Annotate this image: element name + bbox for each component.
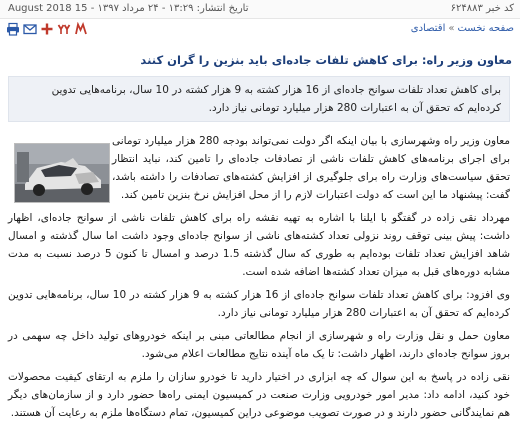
breadcrumb-separator: » [448, 23, 455, 34]
breadcrumb-home-link[interactable]: صفحه نخست [457, 23, 514, 34]
breadcrumb-section-link[interactable]: اقتصادی [410, 23, 446, 34]
publish-date: August 2018 15 - تاریخ انتشار: ۱۳:۲۹ - ۲۴ مرداد ۱۳۹۷ [8, 3, 249, 14]
article-toolbar [6, 22, 88, 36]
email-icon[interactable] [23, 22, 37, 36]
news-id: کد خبر ۶۲۴۸۸۳ [450, 3, 514, 14]
article-paragraph: نقی زاده در پاسخ به این سوال که چه ابزاری در اختیار دارید تا خودرو سازان را ملزم به ارتقای کیفیت محصولات خود کنید، ادامه داد: مدیر امور خودرویی وزارت صنعت در کمیسیون ایمنی راه‌ها حضور دارد و از سازمان‌های دیگر هم نمایندگانی حضور دارند و در صورت تصویب موضوعی دراین کمیسیون، تمام دستگاه‌ها ملزم به رعایت آن هستند. [8, 371, 510, 419]
article-paragraph: معاون وزیر راه وشهرسازی با بیان اینکه اگر دولت نمی‌تواند بودجه 280 هزار میلیارد تومانی برای اجرای برنامه‌های کاهش تلفات ناشی از تصادفات جاده‌ای را تامین کند، نباید انتظار تحقق سیاست‌های وزارت راه برای جلوگیری از افزایش کشته‌های تصادفات را داشته باشد، گفت: پیشنهاد ما این است که دولت اعتبارات لازم را از محل افزایش نرخ بنزین تامین کند. [112, 135, 510, 201]
arrows-icon[interactable] [57, 22, 71, 36]
article-headline: معاون وزیر راه: برای کاهش تلفات جاده‌ای باید بنزین را گران کنند [140, 53, 512, 67]
article-body [8, 132, 510, 427]
article-paragraph: وی افزود: برای کاهش تعداد تلفات سوانح جاده‌ای از 16 هزار کشته به 9 هزار کشته در 10 سال، برنامه‌هایی تدوین کرده‌ایم که تحقق آن به اعتبارات 280 هزار میلیارد تومانی نیاز دارد. [8, 289, 511, 319]
share-icon[interactable] [74, 22, 88, 36]
plus-icon[interactable] [40, 22, 54, 36]
article-paragraph: مهرداد نقی زاده در گفتگو با ایلنا با اشاره به تهیه نقشه راه برای کاهش تلفات ناشی از سوانح جاده‌ای، اظهار داشت: پیش بینی توقف روند نزولی تعداد کشته‌های ناشی از سوانح جاده‌ای وجود داشت اما سال گذشته و امسال شاهد افزایش تعداد تلفات بوده‌ایم به طوری که سال گذشته 1.5 درصد و امسال تا کنون 5 درصد نسبت به مدت مشابه دوره‌های قبل به میزان تعداد کشته‌ها اضافه شده است. [8, 212, 510, 278]
article-paragraph: معاون حمل و نقل وزارت راه و شهرسازی از انجام مطالعاتی مبنی بر اینکه خودروهای تولید داخل چه سهمی در بروز سوانح جاده‌ای دارند، اظهار داشت: تا یک ماه آینده نتایج مطالعات اعلام می‌شود. [8, 330, 510, 360]
print-icon[interactable] [6, 22, 20, 36]
breadcrumb [411, 22, 514, 36]
article-lead: برای کاهش تعداد تلفات سوانح جاده‌ای از 16 هزار کشته به 9 هزار کشته در 10 سال، برنامه‌هایی تدوین کرده‌ایم که تحقق آن به اعتبارات 280 هزار میلیارد تومانی نیاز دارد. [8, 76, 510, 122]
article-meta-bar [0, 0, 520, 19]
